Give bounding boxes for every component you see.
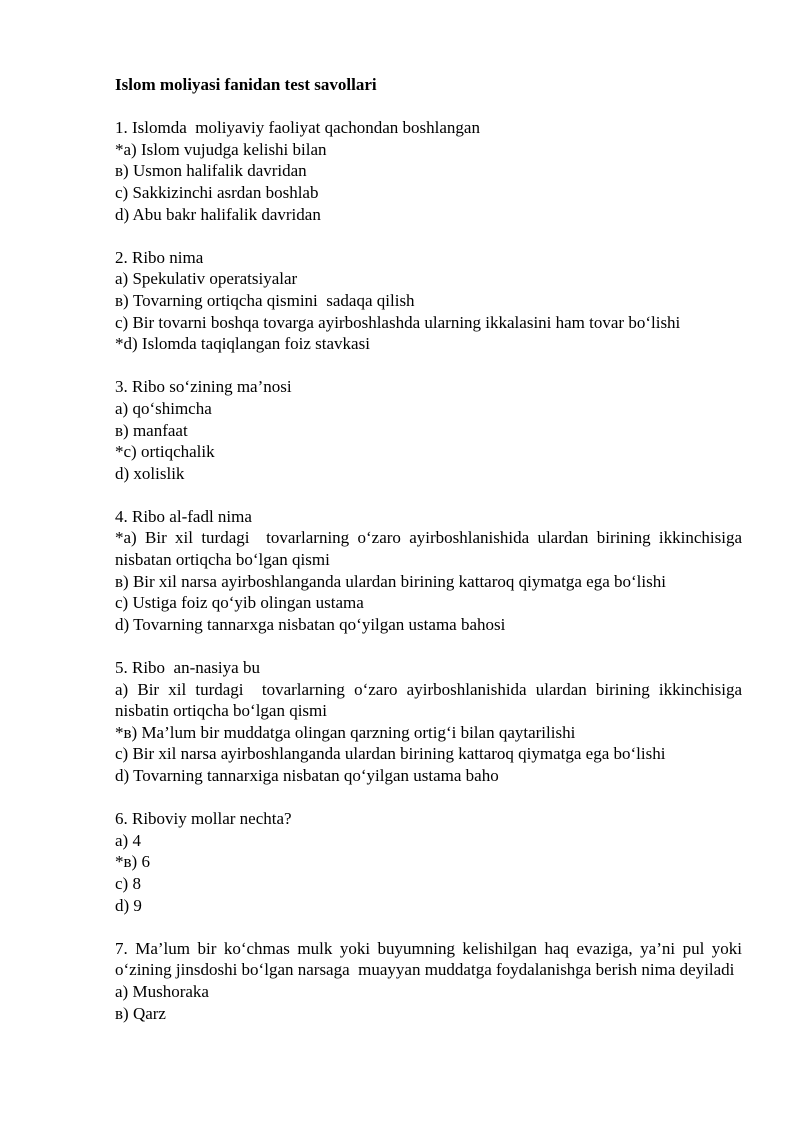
answer-option: a) Mushoraka <box>115 981 209 1001</box>
answer-option: в) manfaat <box>115 420 188 440</box>
answer-option: c) Bir tovarni boshqa tovarga ayirboshlashda ularning ikkalasini ham tovar bo‘lishi <box>115 312 681 332</box>
question-4 <box>115 506 747 636</box>
answer-option: в) Bir xil narsa ayirboshlanganda ulardan birining kattaroq qiymatga ega bo‘lishi <box>115 571 666 591</box>
answer-option: a) Bir xil turdagi tovarlarning o‘zaro ayirboshlanishida ulardan birining ikkinchisiga nisbatin ortiqcha bo‘lgan qismi <box>115 679 747 721</box>
answer-option: a) Spekulativ operatsiyalar <box>115 269 298 289</box>
answer-option: в) Qarz <box>115 1003 166 1023</box>
answer-option: в) Tovarning ortiqcha qismini sadaqa qilish <box>115 290 415 310</box>
answer-option: *в) 6 <box>115 852 150 872</box>
question-text: 1. Islomda moliyaviy faoliyat qachondan boshlangan <box>115 118 480 138</box>
question-1 <box>115 117 742 225</box>
document-page <box>115 74 747 1046</box>
answer-option: c) Bir xil narsa ayirboshlanganda ulardan birining kattaroq qiymatga ega bo‘lishi <box>115 744 666 764</box>
answer-option: d) 9 <box>115 895 142 915</box>
answer-option: a) qo‘shimcha <box>115 398 212 418</box>
question-6 <box>115 808 742 916</box>
question-text: 2. Ribo nima <box>115 247 204 267</box>
question-text: 5. Ribo an-nasiya bu <box>115 658 260 678</box>
answer-option: *a) Bir xil turdagi tovarlarning o‘zaro ayirboshlanishida ulardan birining ikkinchisiga nisbatan ortiqcha bo‘lgan qismi <box>115 528 747 570</box>
answer-option: в) Usmon halifalik davridan <box>115 161 307 181</box>
question-text: 6. Riboviy mollar nechta? <box>115 809 292 829</box>
answer-option: c) Ustiga foiz qo‘yib olingan ustama <box>115 593 364 613</box>
question-5 <box>115 657 747 787</box>
answer-option: *d) Islomda taqiqlangan foiz stavkasi <box>115 334 370 354</box>
question-7 <box>115 938 747 1024</box>
question-2 <box>115 247 742 355</box>
answer-option: d) Tovarning tannarxiga nisbatan qo‘yilgan ustama baho <box>115 766 499 785</box>
question-text: 4. Ribo al-fadl nima <box>115 506 252 526</box>
answer-option: *в) Ma’lum bir muddatga olingan qarzning ortig‘i bilan qaytarilishi <box>115 722 576 742</box>
answer-option: d) xolislik <box>115 463 185 483</box>
question-text: 3. Ribo so‘zining ma’nosi <box>115 377 292 397</box>
answer-option: c) 8 <box>115 873 141 893</box>
answer-option: c) Sakkizinchi asrdan boshlab <box>115 182 319 202</box>
answer-option: d) Abu bakr halifalik davridan <box>115 204 321 224</box>
answer-option: a) 4 <box>115 830 141 850</box>
answer-option: *c) ortiqchalik <box>115 442 215 462</box>
document-title: Islom moliyasi fanidan test savollari <box>115 75 377 94</box>
answer-option: d) Tovarning tannarxga nisbatan qo‘yilgan ustama bahosi <box>115 614 506 634</box>
question-text: 7. Ma’lum bir ko‘chmas mulk yoki buyumning kelishilgan haq evaziga, ya’ni pul yoki o‘zining jinsdoshi bo‘lgan narsaga muayyan muddatga foydalanishga berish nima deyiladi <box>115 938 747 980</box>
answer-option: *a) Islom vujudga kelishi bilan <box>115 139 327 159</box>
question-3 <box>115 376 742 484</box>
